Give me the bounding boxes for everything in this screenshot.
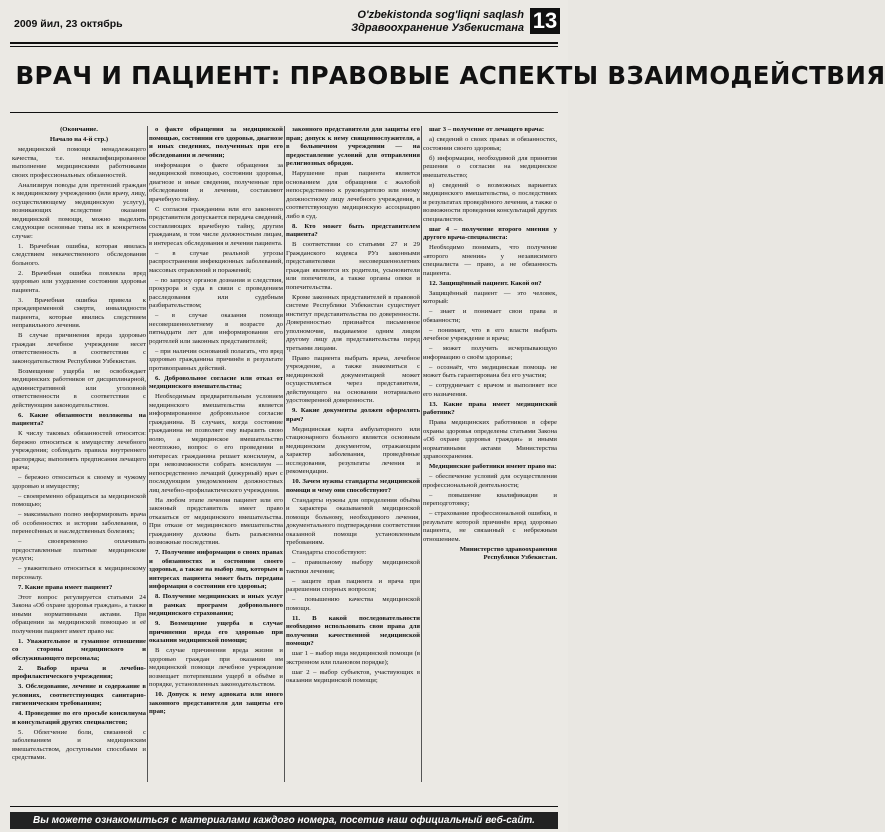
article-paragraph: шаг 4 – получение второго мнения у другого врача-специалиста: (423, 225, 557, 241)
article-paragraph: – максимально полно информировать врача об особенностях и истории заболевания, о перенесённых и наследственных болезнях; (12, 511, 146, 535)
article-paragraph: 8. Кто может быть представителем пациента? (286, 222, 420, 238)
article-paragraph: К числу таковых обязанностей относятся: бережно относиться к имуществу лечебного учреждения; соблюдать правила внутреннего распорядка; выполнять предписания лечащего врача; (12, 430, 146, 471)
article-paragraph: в) сведений о возможных вариантах медицинского вмешательства, о последствиях и результатах проведённого лечения, а также о возможности проведения консультаций других специалистов. (423, 181, 557, 223)
article-paragraph: 13. Какие права имеет медицинский работник? (423, 400, 557, 416)
article-paragraph: шаг 3 – получение от лечащего врача: (429, 126, 545, 133)
article-paragraph: – повышению качества медицинской помощи. (286, 596, 420, 612)
article-paragraph: шаг 2 – выбор субъектов, участвующих в оказании медицинской помощи; (286, 668, 420, 684)
article-column-3 (286, 126, 420, 786)
article-paragraph: 2. Врачебная ошибка повлекла вред здоровью или ухудшение состояния здоровья пациента. (12, 269, 146, 294)
article-paragraph: а) сведений о своих правах и обязанностях, состоянии своего здоровья; (423, 136, 557, 152)
article-paragraph: 7. Какие права имеет пациент? (18, 583, 113, 591)
article-column-2 (149, 126, 283, 786)
article-paragraph: – бережно относиться к своему и чужому здоровью и имуществу; (12, 474, 146, 490)
article-paragraph: – повышение квалификации и переподготовку; (423, 491, 557, 507)
article-paragraph: Право пациента выбрать врача, лечебное учреждение, а также знакомиться с медицинской документацией может осуществляться через представителя, действующего на основании нотариально удостоверенной доверенности. (286, 354, 420, 404)
article-paragraph: 1. Врачебная ошибка, которая явилась следствием некачественного обследования больного. (12, 242, 146, 267)
article-paragraph: 7. Получение информации о своих правах и обязанностях и состоянии своего здоровья, а также на выбор лиц, которым в интересах пациента может быть передана информация о состоянии его здоровья; (149, 549, 283, 590)
article-paragraph: 11. В какой последовательности необходимо использовать свои права для получения качественной медицинской помощи? (286, 614, 420, 647)
publication-title (351, 9, 524, 35)
footer-rule (10, 806, 558, 807)
article-paragraph: 2. Выбор врача и лечебно-профилактического учреждения; (12, 664, 146, 680)
article-paragraph: Министерство здравоохранения Республики Узбекистан. (459, 545, 557, 561)
article-paragraph: о факте обращения за медицинской помощью, состоянии его здоровья, диагнозе и иных сведениях, полученных при его обследовании и лечении; (149, 126, 283, 159)
article-paragraph: Начало на 4-й стр.) (49, 136, 109, 143)
article-paragraph: В случае причинения вреда здоровью граждан лечебное учреждение несет ответственность в соответствии с законодательством Республики Узбекистан. (12, 332, 146, 365)
article-paragraph: – своевременно оплачивать предоставленные платные медицинские услуги; (12, 538, 146, 562)
article-paragraph: В случае причинения вреда жизни и здоровью граждан при оказании им медицинской помощи лечебное учреждение возмещает потерпевшим ущерб в объёме и порядке, установленных законодательством. (149, 647, 283, 688)
article-paragraph: 9. Какие документы должен оформлять врач? (286, 407, 420, 423)
article-column-4 (423, 126, 557, 786)
column-divider (421, 126, 422, 782)
article-paragraph: (Окончание. (60, 126, 98, 133)
article-paragraph: 6. Какие обязанности возложены на пациента? (12, 411, 146, 427)
article-paragraph: – правильному выбору медицинской тактики лечения; (286, 559, 420, 575)
article-paragraph: С согласия гражданина или его законного представителя допускается передача сведений, составляющих врачебную тайну, другим гражданам, в том числе должностным лицам, в интересах обследования и лечения пациента. (149, 205, 283, 247)
article-paragraph: 6. Добровольное согласие или отказ от медицинского вмешательства; (149, 374, 283, 390)
article-paragraph: 5. Облегчение боли, связанной с заболеванием и медицинским вмешательством, доступными способами и средствами. (12, 728, 146, 761)
article-paragraph: 10. Зачем нужны стандарты медицинской помощи и чему они способствуют? (286, 478, 420, 494)
article-paragraph: 10. Допуск к нему адвоката или иного законного представителя для защиты его прав; (149, 691, 283, 715)
article-paragraph: Этот вопрос регулируется статьями 24 Закона «Об охране здоровья граждан», а также иными нормативными актами. При обращении за медицинской помощью и её получении пациент имеет право на: (12, 593, 146, 635)
article-paragraph: Медицинская карта амбулаторного или стационарного больного является основным медицинским документом, отражающим характер заболевания, проведённые исследования, результаты лечения и рекомендации. (286, 425, 420, 475)
header-rule-thin (10, 46, 558, 47)
column-divider (147, 126, 148, 782)
footer-banner: Вы можете ознакомиться с материалами каждого номера, посетив наш официальный веб-сайт. (10, 812, 558, 829)
article-paragraph: – своевременно обращаться за медицинской помощью; (12, 492, 146, 508)
page-number: 13 (530, 8, 560, 34)
header-rule (10, 42, 558, 44)
page-header (0, 0, 568, 40)
article-paragraph: Права медицинских работников в сфере охраны здоровья определены статьями Закона «Об охране здоровья граждан» и иными нормативными актами Министерства здравоохранения. (423, 419, 557, 460)
issue-date: 2009 йил, 23 октябрь (14, 18, 123, 30)
article-paragraph: – осознаёт, что медицинская помощь не может быть гарантирована без его участия; (423, 363, 557, 379)
article-paragraph: Кроме законных представителей в правовой системе Республики Узбекистан существует институт представительства по доверенности. Доверенностью признаётся письменное уполномочие, выдаваемое одним лицом другому лицу для представительства перед третьими лицами. (286, 293, 420, 352)
article-paragraph: Анализируя поводы для претензий граждан к медицинскому учреждению (или врачу, лицу, осуществляющему медицинскую услугу), возникающих вследствие оказания медицинской помощи, можно выделить следующие основные типы их в конкретном случае: (12, 181, 146, 240)
column-divider (284, 126, 285, 782)
article-paragraph: – в случае оказания помощи несовершеннолетнему в возрасте до пятнадцати лет для информирования его родителей или законных представителей; (149, 312, 283, 345)
article-paragraph: Медицинские работники имеют право на: (429, 463, 557, 470)
article-paragraph: Стандарты способствуют: (292, 549, 367, 556)
article-paragraph: 3. Обследование, лечение и содержание в условиях, соответствующих санитарно-гигиеническим требованиям; (12, 683, 146, 707)
article-paragraph: В соответствии со статьями 27 и 29 Гражданского кодекса РУз законными представителями несовершеннолетних граждан являются их родители, усыновители или попечители, а также органы опеки и попечительства. (286, 241, 420, 291)
article-paragraph: медицинской помощи ненадлежащего качества, т.е. неквалифицированное выполнение медицинскими работниками своих профессиональных обязанностей. (12, 146, 146, 179)
article-paragraph: шаг 1 – выбор вида медицинской помощи (в экстренном или плановом порядке); (286, 650, 420, 666)
article-paragraph: – по запросу органов дознания и следствия, прокурора и суда в связи с проведением расследования или судебным разбирательством; (149, 276, 283, 309)
headline-rule (10, 112, 558, 113)
article-headline: ВРАЧ И ПАЦИЕНТ: ПРАВОВЫЕ АСПЕКТЫ ВЗАИМОДЕЙСТВИЯ (15, 61, 885, 90)
article-paragraph: законного представителя для защиты его прав; допуск к нему священнослужителя, а в больничном учреждении — на предоставление условий для отправления религиозных обрядов. (286, 126, 420, 167)
article-paragraph: – уважительно относиться к медицинскому персоналу. (12, 565, 146, 581)
article-paragraph: Нарушение прав пациента является основанием для обращения с жалобой непосредственно к руководителю или иному должностному лицу лечебного учреждения, в соответствующую медицинскую ассоциацию либо в суд. (286, 170, 420, 220)
article-paragraph: – сотрудничает с врачом и выполняет все его назначения. (423, 382, 557, 398)
article-paragraph: – в случае реальной угрозы распространения инфекционных заболеваний, массовых отравлений и поражений; (149, 249, 283, 274)
article-paragraph: – защите прав пациента и врача при разрешении спорных вопросов; (286, 577, 420, 593)
article-paragraph: Возмещение ущерба не освобождает медицинских работников от дисциплинарной, административной или уголовной ответственности в соответствии с действующим законодательством. (12, 367, 146, 409)
article-paragraph: – обеспечение условий для осуществления профессиональной деятельности; (423, 473, 557, 489)
article-paragraph: На любом этапе лечения пациент или его законный представитель имеет право отказаться от медицинского вмешательства. При отказе от медицинского вмешательства гражданину должны быть разъяснены возможные последствия. (149, 496, 283, 546)
article-paragraph: 4. Проведение по его просьбе консилиума и консультаций других специалистов; (12, 710, 146, 726)
article-paragraph: 12. Защищённый пациент. Какой он? (429, 279, 542, 287)
article-paragraph: Необходимым предварительным условием медицинского вмешательства является информированное добровольное согласие гражданина. В случаях, когда состояние гражданина не позволяет ему выразить свою волю, а медицинское вмешательство неотложно, вопрос о его проведении в интересах гражданина решает консилиум, а при невозможности собрать консилиум — непосредственно лечащий (дежурный) врач с последующим уведомлением должностных лиц лечебно-профилактического учреждения. (149, 393, 283, 494)
article-paragraph: – страхование профессиональной ошибки, в результате которой причинён вред здоровью пациента, не связанный с небрежным отношением. (423, 510, 557, 543)
article-paragraph: – знает и понимает свои права и обязанности; (423, 308, 557, 324)
article-paragraph: – может получить исчерпывающую информацию о своём здоровье; (423, 345, 557, 361)
article-paragraph: информация о факте обращения за медицинской помощью, состоянии здоровья, диагнозе и иные сведения, полученные при обследовании и лечении, составляют врачебную тайну. (149, 161, 283, 203)
article-body (12, 126, 558, 786)
article-paragraph: 3. Врачебная ошибка привела к преждевременной смерти, инвалидности пациента, которые явились следствием неправильного лечения. (12, 296, 146, 329)
publication-title-ru: Здравоохранение Узбекистана (351, 22, 524, 34)
article-paragraph: б) информации, необходимой для принятия решения о согласии на медицинское вмешательство; (423, 154, 557, 179)
article-paragraph: Необходимо понимать, что получение «второго мнения» у независимого специалиста — право, а не обязанность пациента. (423, 244, 557, 277)
article-paragraph: 1. Уважительное и гуманное отношение со стороны медицинского и обслуживающего персонала; (12, 637, 146, 662)
article-paragraph: Защищённый пациент — это человек, который: (423, 289, 557, 305)
article-paragraph: Стандарты нужны для определения объёма и характера оказываемой медицинской помощи больному, необходимого лечения, документального подтверждения соответствия оказанной помощи установленным требованиям. (286, 496, 420, 546)
article-paragraph: 9. Возмещение ущерба в случае причинения вреда его здоровью при оказании медицинской помощи; (149, 620, 283, 644)
article-paragraph: – понимает, что в его власти выбрать лечебное учреждение и врача; (423, 326, 557, 342)
article-paragraph: – при наличии оснований полагать, что вред здоровью гражданина причинён в результате противоправных действий. (149, 347, 283, 372)
publication-title-uz: O'zbekistonda sog'liqni saqlash (357, 9, 524, 21)
article-paragraph: 8. Получение медицинских и иных услуг в рамках программ добровольного медицинского страхования; (149, 593, 283, 617)
article-column-1 (12, 126, 146, 786)
